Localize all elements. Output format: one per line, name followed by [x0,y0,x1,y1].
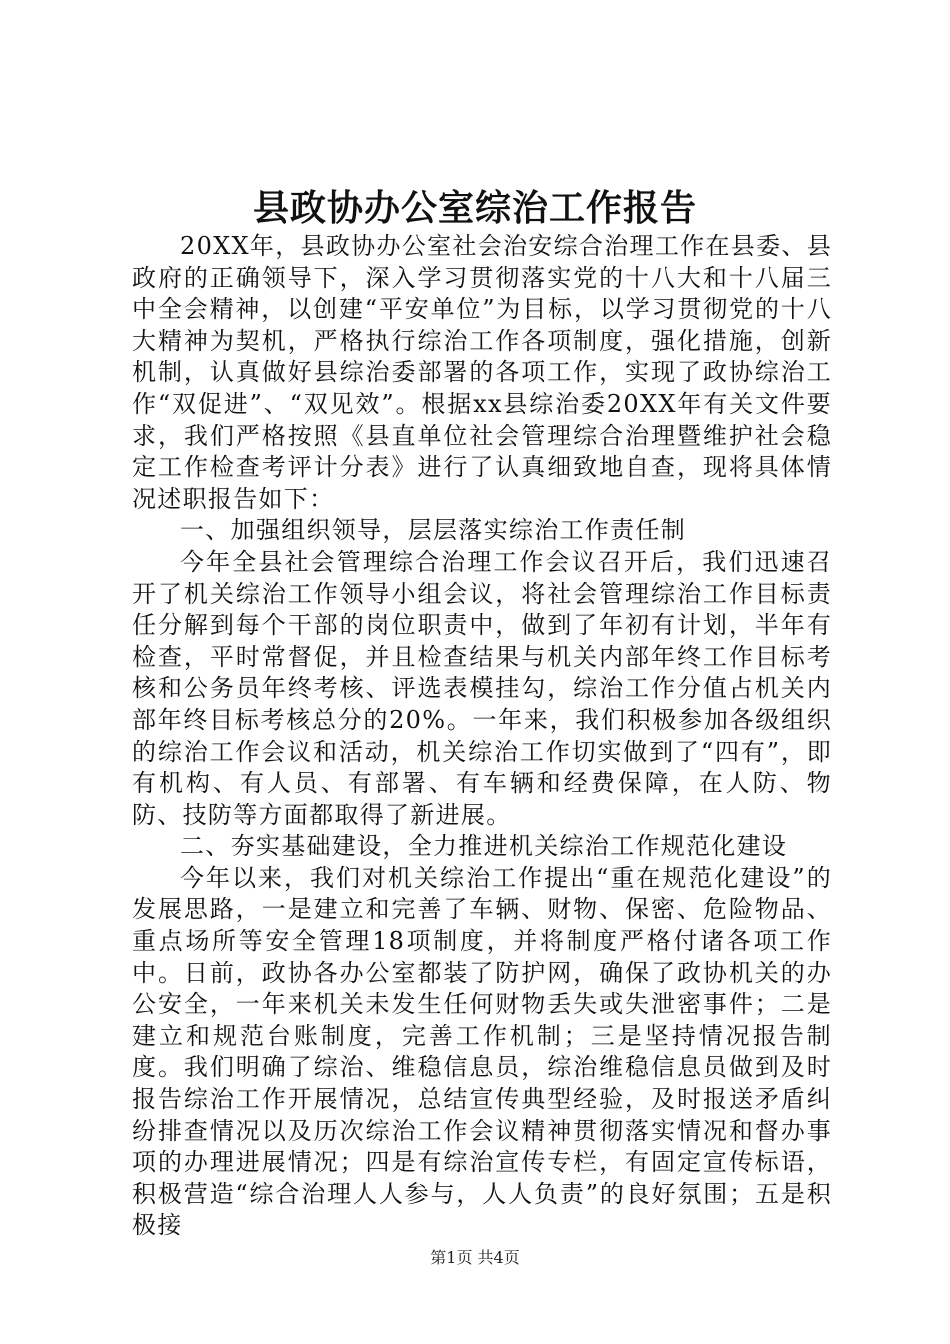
page-number-footer: 第1页 共4页 [430,1248,520,1267]
section-heading-1: 一、加强组织领导，层层落实综治工作责任制 [180,516,686,545]
document-body [132,231,832,1242]
paragraph-section-1: 今年全县社会管理综合治理工作会议召开后，我们迅速召开了机关综治工作领导小组会议，将社会管理综治工作目标责任分解到每个干部的岗位职责中，做到了年初有计划，半年有检查，平时常督促，并且检查结果与机关内部年终工作目标考核和公务员年终考核、评选表模挂勾，综治工作分值占机关内部年终目标考核总分的20%。一年来，我们积极参加各级组织的综治工作会议和活动，机关综治工作切实做到了“四有”，即有机构、有人员、有部署、有车辆和经费保障，在人防、物防、技防等方面都取得了新进展。 [132,547,832,829]
section-heading-2: 二、夯实基础建设，全力推进机关综治工作规范化建设 [180,832,788,861]
paragraph-section-2: 今年以来，我们对机关综治工作提出“重在规范化建设”的发展思路，一是建立和完善了车辆、财物、保密、危险物品、重点场所等安全管理18项制度，并将制度严格付诸各项工作中。日前，政协各办公室都装了防护网，确保了政协机关的办公安全，一年来机关未发生任何财物丢失或失泄密事件；二是建立和规范台账制度，完善工作机制；三是坚持情况报告制度。我们明确了综治、维稳信息员，综治维稳信息员做到及时报告综治工作开展情况，总结宣传典型经验，及时报送矛盾纠纷排查情况以及历次综治工作会议精神贯彻落实情况和督办事项的办理进展情况；四是有综治宣传专栏，有固定宣传标语，积极营造“综合治理人人参与，人人负责”的良好氛围；五是积极接 [132,863,832,1240]
paragraph-intro: 20XX年，县政协办公室社会治安综合治理工作在县委、县政府的正确领导下，深入学习贯彻落实党的十八大和十八届三中全会精神，以创建“平安单位”为目标，以学习贯彻党的十八大精神为契机，严格执行综治工作各项制度，强化措施，创新机制，认真做好县综治委部署的各项工作，实现了政协综治工作“双促进”、“双见效”。根据xx县综治委20XX年有关文件要求，我们严格按照《县直单位社会管理综合治理暨维护社会稳定工作检查考评计分表》进行了认真细致地自查，现将具体情况述职报告如下： [132,232,832,513]
document-title: 县政协办公室综治工作报告 [252,187,697,229]
